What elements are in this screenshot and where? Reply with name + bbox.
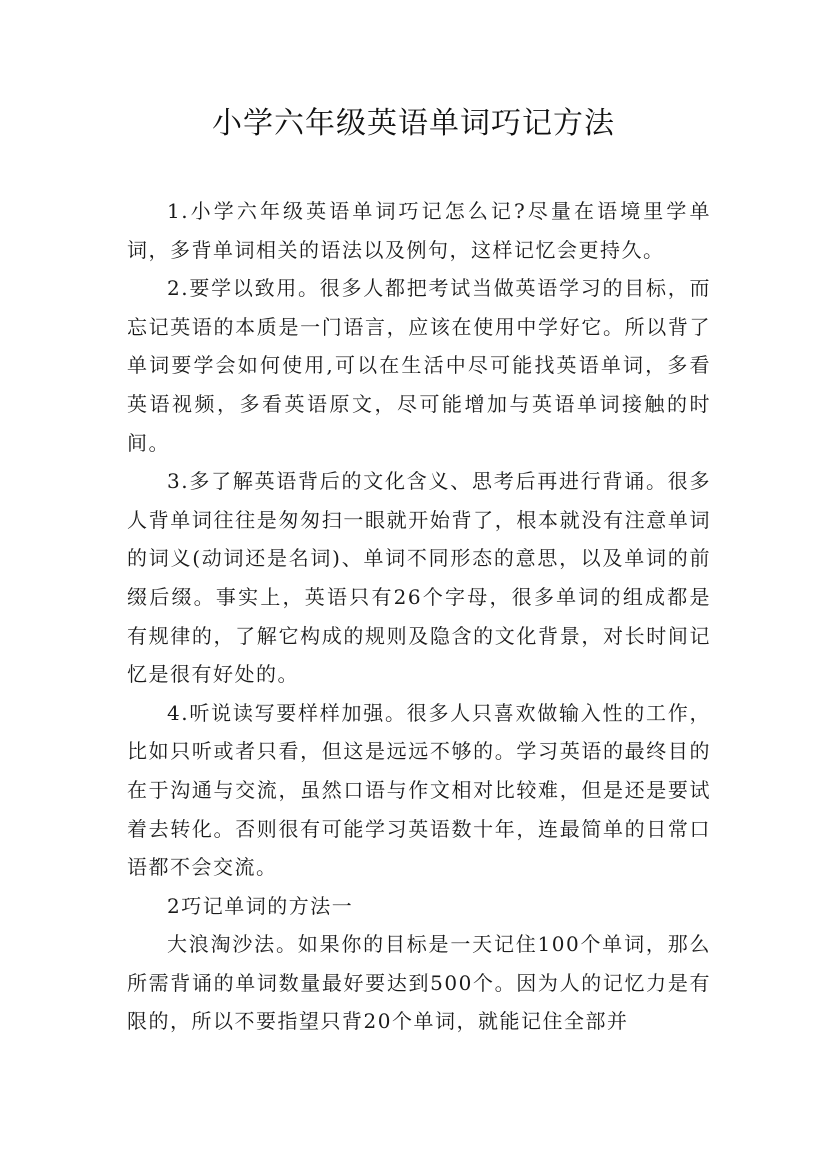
paragraph-3: 3.多了解英语背后的文化含义、思考后再进行背诵。很多人背单词往往是匆匆扫一眼就开始背了，根本就没有注意单词的词义(动词还是名词)、单词不同形态的意思，以及单词的前缀后缀。事实上，英语只有26个字母，很多单词的组成都是有规律的，了解它构成的规则及隐含的文化背景，对长时间记忆是很有好处的。 bbox=[127, 469, 711, 687]
paragraph-1: 1.小学六年级英语单词巧记怎么记?尽量在语境里学单词，多背单词相关的语法以及例句，这样记忆会更持久。 bbox=[127, 199, 711, 262]
paragraph-4: 4.听说读写要样样加强。很多人只喜欢做输入性的工作，比如只听或者只看，但这是远远不够的。学习英语的最终目的在于沟通与交流，虽然口语与作文相对比较难，但是还是要试着去转化。否则很有可能学习英语数十年，连最简单的日常口语都不会交流。 bbox=[127, 700, 711, 880]
document-title: 小学六年级英语单词巧记方法 bbox=[212, 106, 615, 141]
section-heading: 2巧记单词的方法一 bbox=[167, 893, 354, 918]
paragraph-2: 2.要学以致用。很多人都把考试当做英语学习的目标，而忘记英语的本质是一门语言，应该在使用中学好它。所以背了单词要学会如何使用,可以在生活中尽可能找英语单词，多看英语视频，多看英语原文，尽可能增加与英语单词接触的时间。 bbox=[127, 276, 711, 455]
paragraph-5: 大浪淘沙法。如果你的目标是一天记住100个单词，那么所需背诵的单词数量最好要达到500个。因为人的记忆力是有限的，所以不要指望只背20个单词，就能记住全部并 bbox=[127, 932, 711, 1034]
document-body bbox=[127, 192, 711, 1041]
